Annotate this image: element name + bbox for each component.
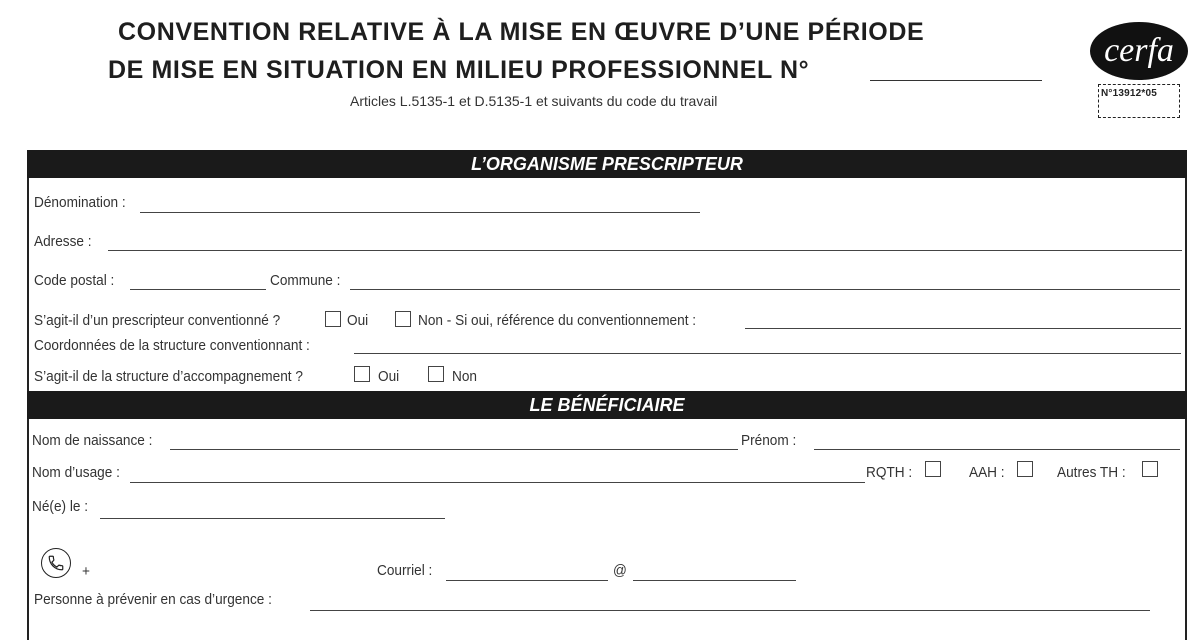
rqth-label: RQTH : [866, 465, 913, 481]
accompagnement-oui-checkbox[interactable] [354, 366, 370, 382]
conventionne-non-label: Non - Si oui, référence du conventionnement : [418, 313, 697, 329]
coordonnees-field[interactable] [354, 353, 1181, 354]
conventionne-non-checkbox[interactable] [395, 311, 411, 327]
autres-th-label: Autres TH : [1057, 465, 1126, 481]
commune-field[interactable] [350, 289, 1180, 290]
adresse-field[interactable] [108, 250, 1182, 251]
date-naissance-label: Né(e) le : [32, 499, 89, 515]
code-postal-label: Code postal : [34, 273, 115, 289]
courriel-user-field[interactable] [446, 580, 608, 581]
rqth-checkbox[interactable] [925, 461, 941, 477]
denomination-field[interactable] [140, 212, 700, 213]
accompagnement-oui-label: Oui [378, 369, 400, 385]
accompagnement-question: S’agit-il de la structure d’accompagnement ? [34, 369, 303, 385]
prenom-field[interactable] [814, 449, 1180, 450]
code-postal-field[interactable] [130, 289, 266, 290]
form-title-line1: CONVENTION RELATIVE À LA MISE EN ŒUVRE D’UNE PÉRIODE [118, 18, 925, 46]
accompagnement-non-label: Non [452, 369, 478, 385]
accompagnement-non-checkbox[interactable] [428, 366, 444, 382]
prenom-label: Prénom : [741, 433, 797, 449]
form-title-line2: DE MISE EN SITUATION EN MILIEU PROFESSIONNEL N° [108, 56, 810, 84]
conventionne-oui-label: Oui [347, 313, 369, 329]
denomination-label: Dénomination : [34, 195, 126, 211]
section-header-beneficiaire [27, 391, 1187, 419]
section-title-prescripteur: L’ORGANISME PRESCRIPTEUR [471, 153, 743, 174]
reference-conventionnement-field[interactable] [745, 328, 1181, 329]
coordonnees-label: Coordonnées de la structure conventionnant : [34, 338, 310, 354]
courriel-at-sign: @ [613, 563, 627, 579]
courriel-label: Courriel : [377, 563, 433, 579]
aah-label: AAH : [969, 465, 1005, 481]
adresse-label: Adresse : [34, 234, 92, 250]
aah-checkbox[interactable] [1017, 461, 1033, 477]
cerfa-logo: cerfa [1090, 22, 1188, 80]
phone-icon [41, 548, 71, 578]
courriel-domain-field[interactable] [633, 580, 796, 581]
nom-naissance-label: Nom de naissance : [32, 433, 153, 449]
section-title-beneficiaire: LE BÉNÉFICIAIRE [529, 394, 685, 415]
urgence-label: Personne à prévenir en cas d’urgence : [34, 592, 272, 608]
date-naissance-field[interactable] [100, 518, 445, 519]
nom-usage-label: Nom d’usage : [32, 465, 120, 481]
autres-th-checkbox[interactable] [1142, 461, 1158, 477]
conventionne-oui-checkbox[interactable] [325, 311, 341, 327]
nom-usage-field[interactable] [130, 482, 865, 483]
form-subtitle: Articles L.5135-1 et D.5135-1 et suivants du code du travail [350, 93, 718, 109]
cerfa-number: N°13912*05 [1101, 88, 1158, 99]
section-header-prescripteur [27, 150, 1187, 178]
conventionne-question: S’agit-il d’un prescripteur conventionné ? [34, 313, 281, 329]
phone-prefix: + [82, 564, 90, 580]
commune-label: Commune : [270, 273, 341, 289]
convention-number-field[interactable] [870, 80, 1042, 81]
urgence-field[interactable] [310, 610, 1150, 611]
nom-naissance-field[interactable] [170, 449, 738, 450]
